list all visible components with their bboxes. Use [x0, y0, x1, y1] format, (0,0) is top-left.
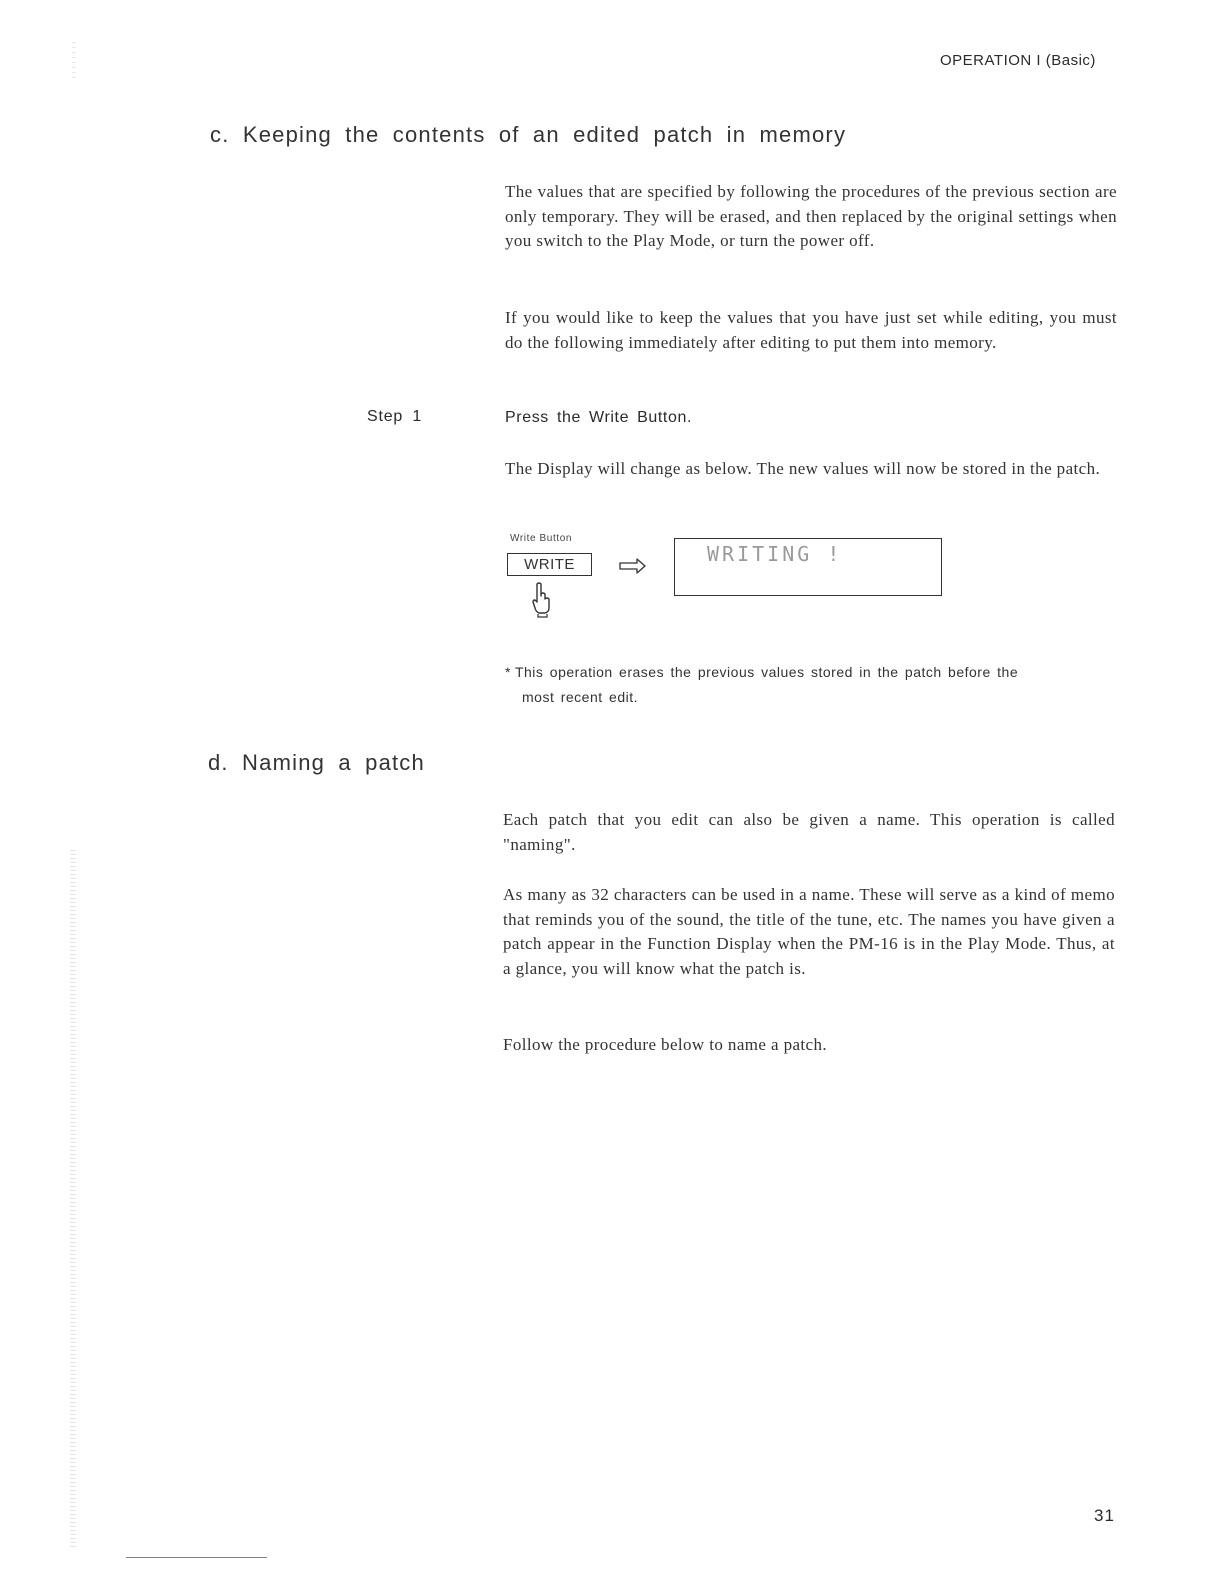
section-d-paragraph-1: Each patch that you edit can also be given a name. This operation is called "naming". — [503, 810, 1115, 854]
step-1-label: Step 1 — [367, 408, 423, 425]
section-c-paragraph-1: The values that are specified by following the procedures of the previous section are only temporary. They will be erased, and then replaced by the original settings when you switch to the Play Mode, or turn the power off. — [505, 182, 1117, 251]
caution-note — [505, 660, 1117, 710]
section-c-paragraph-2: If you would like to keep the values that you have just set while editing, you must do the following immediately after editing to put them into memory. — [505, 308, 1117, 352]
section-d-paragraph-2: As many as 32 characters can be used in a name. These will serve as a kind of memo that reminds you of the sound, the title of the tune, etc. The names you have given a patch appear in the Function Display when the PM-16 is in the Play Mode. Thus, at a glance, you will know what the patch is. — [503, 885, 1115, 978]
display-text: WRITING ! — [707, 542, 843, 566]
write-button-caption: Write Button — [510, 533, 573, 544]
right-arrow-icon — [618, 556, 648, 576]
write-button-illustration: WRITE — [507, 553, 592, 576]
section-c-paragraph-3: The Display will change as below. The new values will now be stored in the patch. — [505, 459, 1101, 478]
step-1-instruction: Press the Write Button. — [505, 409, 693, 426]
note-asterisk: * — [505, 664, 511, 680]
function-display — [674, 538, 942, 596]
scan-binding-edge — [70, 850, 76, 1550]
bottom-rule — [126, 1557, 267, 1558]
section-d-title: d. Naming a patch — [208, 750, 425, 775]
page-number: 31 — [1094, 1506, 1115, 1525]
pressing-hand-icon — [530, 582, 552, 618]
note-line-1: This operation erases the previous values stored in the patch before the — [514, 664, 1019, 680]
scan-margin-mark — [72, 42, 76, 80]
running-header: OPERATION I (Basic) — [940, 52, 1096, 69]
section-d-paragraph-3: Follow the procedure below to name a patch. — [503, 1035, 828, 1054]
note-line-2: most recent edit. — [522, 689, 638, 705]
section-c-title: c. Keeping the contents of an edited patch in memory — [210, 122, 847, 147]
